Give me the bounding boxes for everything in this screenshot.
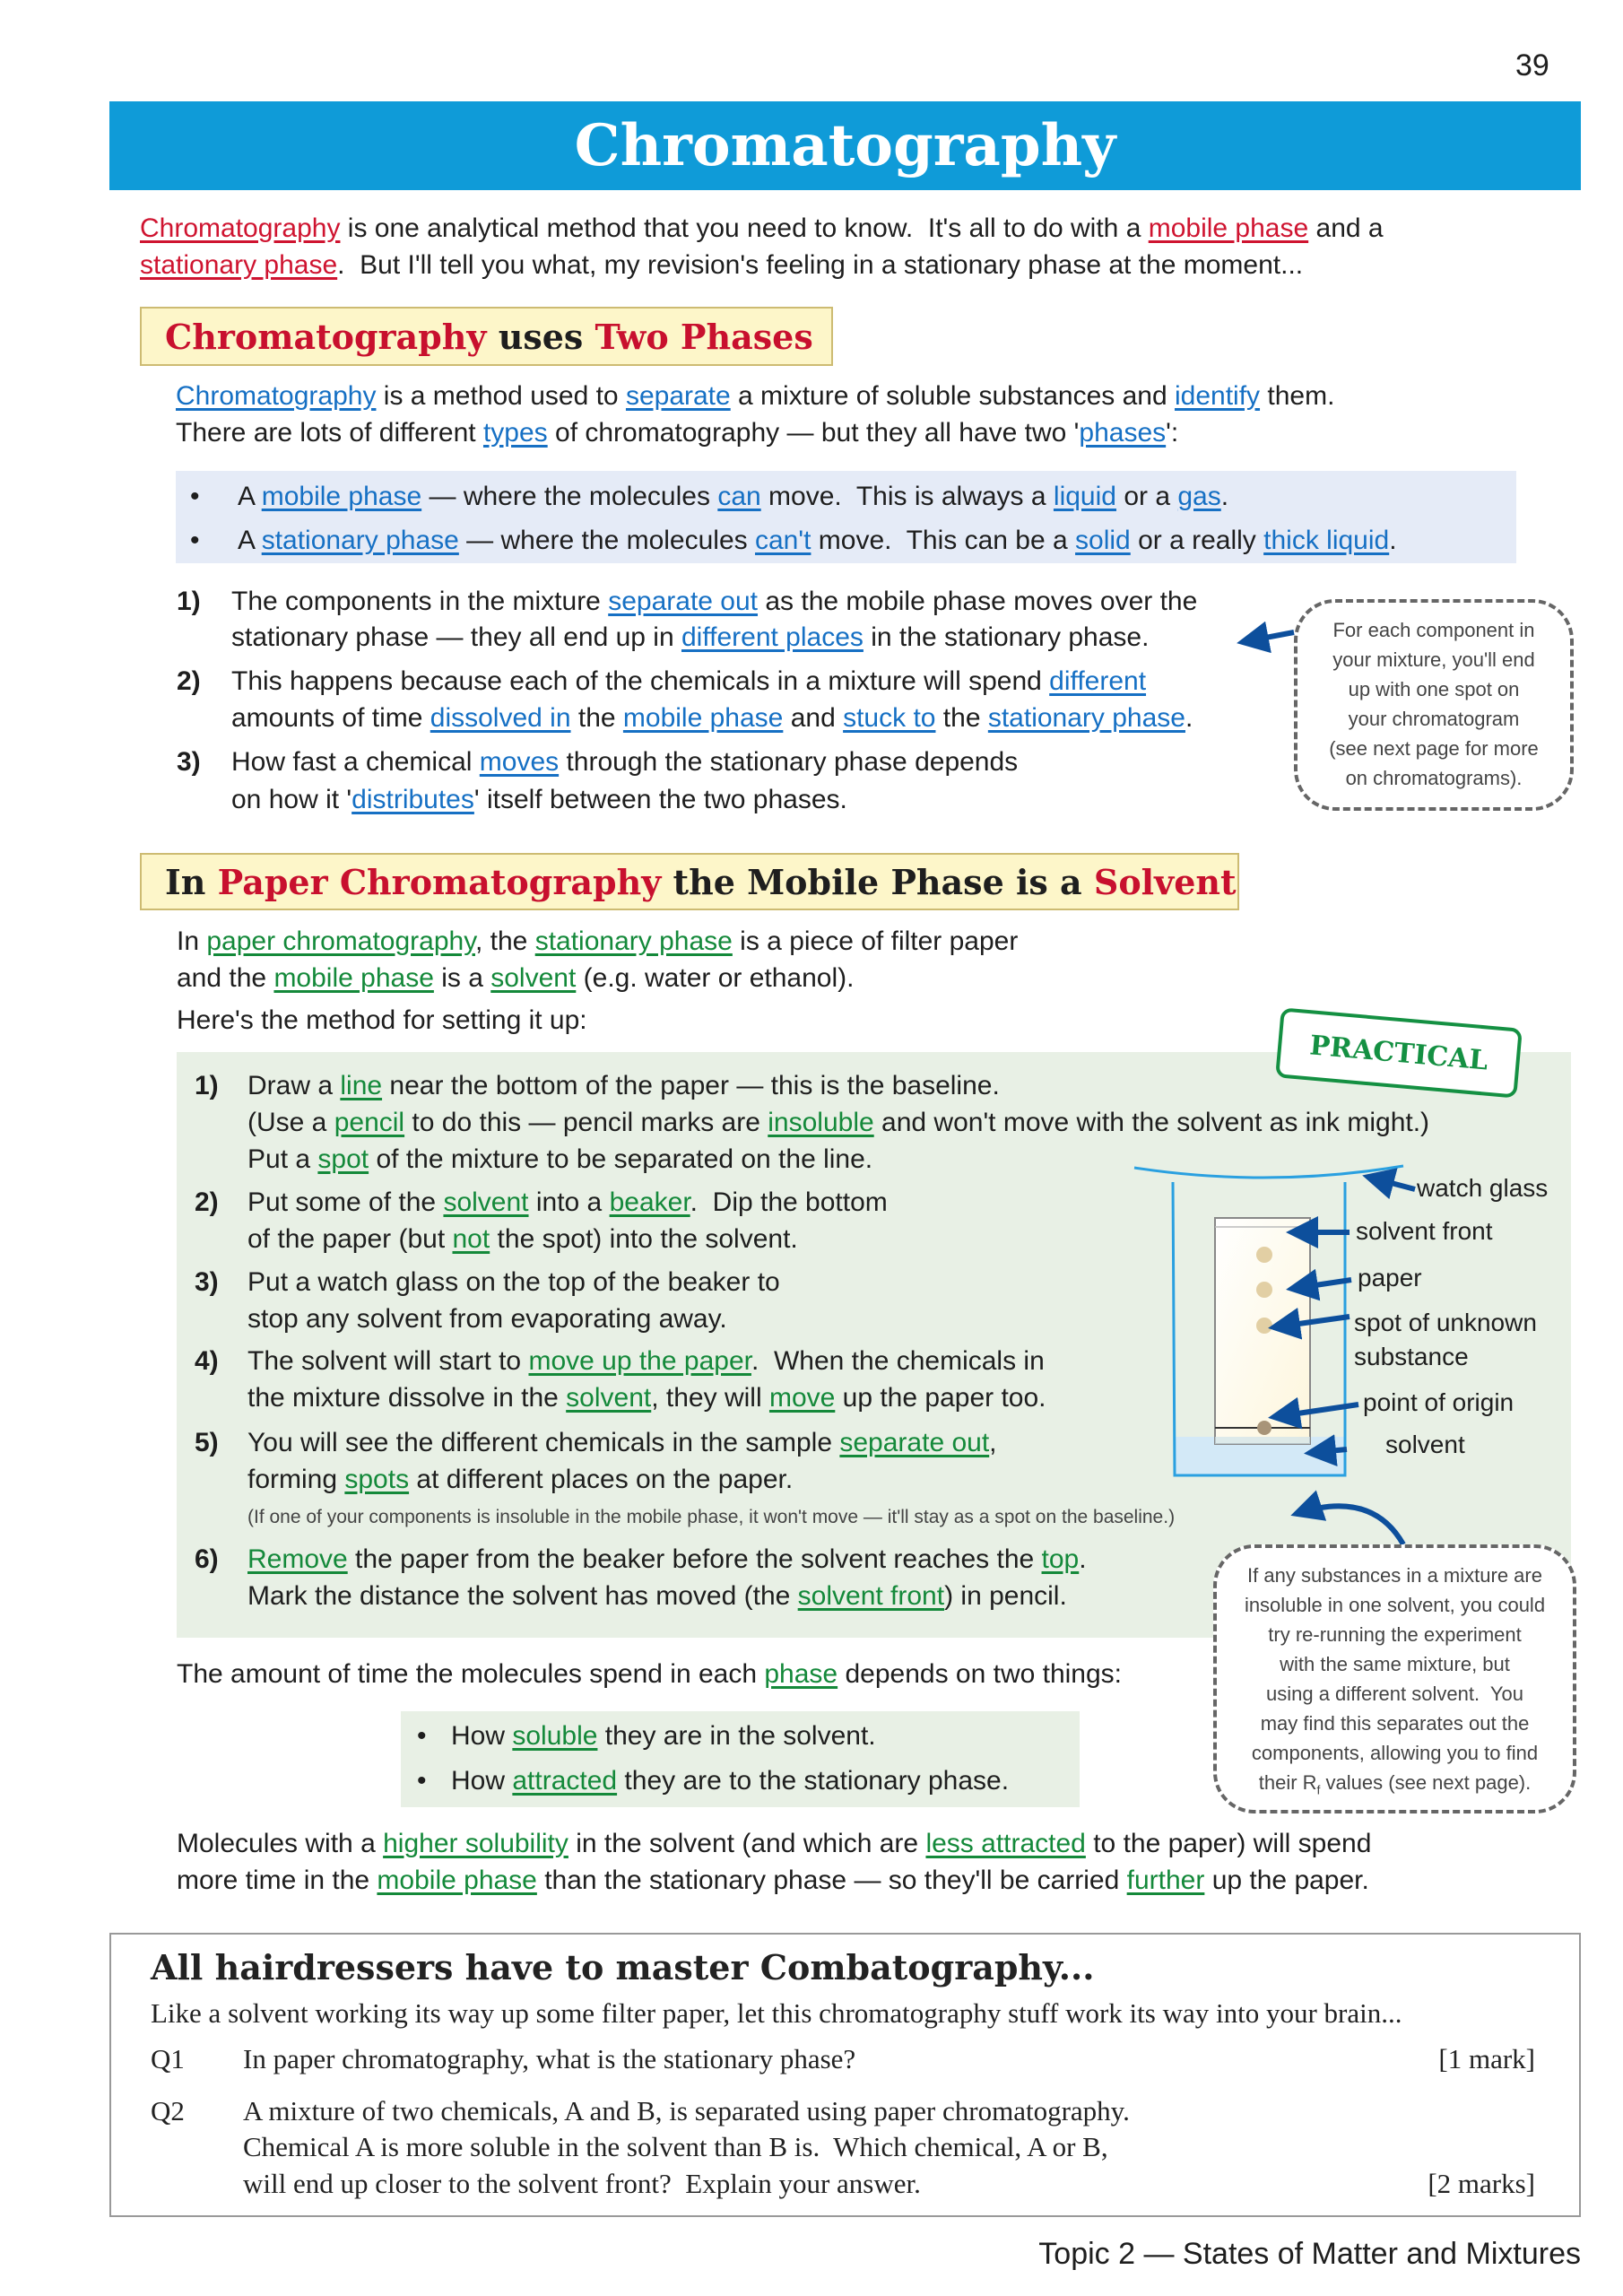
note-line: may find this separates out the [1260,1712,1530,1735]
heading-part: In [165,861,218,902]
bullet-item [451,1765,1009,1797]
paragraph-line [176,417,1178,449]
text-run: move. This can be a [811,526,1076,555]
keyword-term: mobile phase [377,1866,537,1895]
keyword-term: spots [344,1465,410,1494]
text-run: (Use a [247,1108,334,1137]
step-line [247,1303,727,1335]
text-run: ': [1166,418,1179,448]
text-run: The components in the mixture [231,587,609,616]
heading-part: Solvent [1093,861,1237,902]
text-run: Put a watch glass on the top of the beaker to [247,1267,780,1297]
text-run: (e.g. water or ethanol). [576,963,855,993]
note-line: For each component in [1332,619,1535,641]
keyword-term: line [340,1071,383,1100]
keyword-term: solvent [443,1187,529,1217]
keyword-term: thick liquid [1263,526,1390,555]
keyword-term: separate out [608,587,759,616]
q2-line: A mixture of two chemicals, A and B, is separated using paper chromatography. [243,2095,1130,2126]
heading-part: Chromatography [165,316,487,357]
text-run: ' itself between the two phases. [473,785,847,814]
q2-line: Chemical A is more soluble in the solvent than B is. Which chemical, A or B, [243,2131,1108,2162]
list-line [231,665,1146,698]
step-line [247,1382,1046,1414]
list-number: 2) [177,666,201,696]
keyword-term: higher solubility [383,1829,568,1858]
keyword-term: separate out [839,1428,990,1457]
text-run: the spot) into the solvent. [490,1224,798,1254]
keyword-term: solvent [566,1383,652,1413]
label-solvent: solvent [1385,1431,1465,1458]
note-line: If any substances in a mixture are [1247,1564,1542,1587]
note-line: using a different solvent. You [1265,1683,1524,1705]
keyword-term: move [768,1383,836,1413]
paragraph-line [177,1658,1122,1691]
text-run: the [935,703,988,733]
step-number: 3) [195,1267,219,1297]
text-run: is a method used to [376,381,626,411]
text-run: Put some of the [247,1187,444,1217]
text-run: near the bottom of the paper — this is the baseline. [382,1071,1000,1100]
keyword-term: top [1041,1544,1080,1574]
note-line: (see next page for more [1329,737,1539,760]
section-heading-two-phases [140,307,833,366]
text-run: of the mixture to be separated on the line. [369,1144,873,1174]
keyword-term: solid [1075,526,1131,555]
heading-part: Two Phases [595,316,813,357]
keyword-term: distributes [352,785,474,814]
small-note: (If one of your components is insoluble in the mobile phase, it won't move — it'll stay as a spot on the baseline.) [247,1507,1176,1527]
text-run: a mixture of soluble substances and [730,381,1175,411]
quiz-heading: All hairdressers have to master Combatography... [151,1947,1095,1987]
text-run: . Dip the bottom [690,1187,888,1217]
text-run: . But I'll tell you what, my revision's feeling in a stationary phase at the moment... [337,250,1304,280]
text-run: than the stationary phase — so they'll be carried [536,1866,1127,1895]
intro-line [140,213,1384,245]
note-line: on chromatograms). [1345,767,1523,789]
text-run: in the solvent (and which are [568,1829,926,1858]
heading-part: the Mobile Phase is a [661,861,1094,902]
label-watch-glass: watch glass [1417,1174,1549,1202]
keyword-term: insoluble [768,1108,874,1137]
keyword-term: different places [681,622,864,652]
keyword-term: not [452,1224,490,1254]
keyword-term: Remove [247,1544,348,1574]
paragraph-line [177,1828,1371,1860]
text-run: The amount of time the molecules spend in each [177,1659,765,1689]
keyword-term: stuck to [843,703,936,733]
text-run: they are to the stationary phase. [617,1766,1010,1796]
text-run: . When the chemicals in [751,1346,1045,1376]
bullet-icon: • [190,526,200,555]
text-run: on how it ' [231,785,352,814]
quiz-intro: Like a solvent working its way up some filter paper, let this chromatography stuff work its way into your brain... [151,1997,1402,2029]
keyword-term: liquid [1053,482,1116,511]
step-line [247,1107,1429,1139]
list-line [231,622,1149,654]
text-run: There are lots of different [176,418,483,448]
note-line: your chromatogram [1348,708,1520,730]
paragraph-line [177,962,854,995]
note-text: their R [1258,1771,1317,1794]
text-run: or a really [1130,526,1264,555]
keyword-term: mobile phase [273,963,434,993]
note-box-solvent [1213,1544,1576,1813]
step-number: 4) [195,1346,219,1376]
text-run: to do this — pencil marks are [404,1108,768,1137]
text-run: and won't move with the solvent as ink might.) [873,1108,1430,1137]
keyword-term: stationary phase [261,526,459,555]
keyword-term: stationary phase [987,703,1185,733]
step-number: 1) [195,1071,219,1100]
text-run: A [238,526,262,555]
q2-line: will end up closer to the solvent front? Explain your answer. [243,2168,921,2199]
label-paper: paper [1358,1264,1422,1292]
note-line: with the same mixture, but [1280,1653,1510,1675]
text-run: the paper from the beaker before the solvent reaches the [347,1544,1042,1574]
text-run: In [177,926,207,956]
text-run: The solvent will start to [247,1346,529,1376]
title-bar [109,101,1581,190]
keyword-term: less attracted [925,1829,1086,1858]
text-run: and the [177,963,274,993]
list-line [231,586,1197,618]
text-run: into a [528,1187,610,1217]
step-number: 5) [195,1428,219,1457]
text-run: them. [1260,381,1335,411]
step-number: 6) [195,1544,219,1574]
text-run: Mark the distance the solvent has moved (the [247,1581,798,1611]
text-run: This happens because each of the chemicals in a mixture will spend [231,666,1050,696]
step-line [247,1464,793,1496]
step-line [247,1345,1045,1378]
footer-topic: Topic 2 — States of Matter and Mixtures [1038,2237,1581,2271]
keyword-term: attracted [512,1766,618,1796]
bullet-item [238,481,1228,513]
text-run: Put a [247,1144,318,1174]
text-run: the mixture dissolve in the [247,1383,567,1413]
bullet-item [451,1720,876,1752]
keyword-term: phases [1079,418,1167,448]
subscript: f [1316,1782,1321,1797]
q1-marks: [1 mark] [1438,2043,1535,2074]
list-line [231,784,847,816]
keyword-term: solvent front [797,1581,945,1611]
label-spot: substance [1354,1343,1469,1370]
step-line [247,1427,997,1459]
text-run: How [451,1766,513,1796]
keyword-term: mobile phase [1148,213,1309,243]
text-run: . [1220,482,1229,511]
keyword-term: phase [764,1659,838,1689]
bullet-icon: • [417,1766,427,1796]
note-text: values (see next page). [1320,1771,1532,1794]
text-run: , they will [651,1383,769,1413]
text-run: , the [474,926,535,956]
note-box-spots [1294,599,1574,811]
text-run: — where the molecules [458,526,755,555]
step-line [247,1580,1067,1613]
heading-part: Paper Chromatography [217,861,662,902]
q2-label: Q2 [151,2095,185,2126]
arrow-icon [1242,632,1294,642]
text-run: . [1079,1544,1087,1574]
paragraph-line [176,380,1334,413]
text-run: stationary phase — they all end up in [231,622,681,652]
text-run: depends on two things: [838,1659,1123,1689]
keyword-term: paper chromatography [206,926,475,956]
text-run: in the stationary phase. [863,622,1150,652]
keyword-term: beaker [609,1187,690,1217]
step-line [247,1544,1087,1576]
bullet-icon: • [190,482,200,511]
list-line [231,746,1018,778]
keyword-term: pencil [334,1108,405,1137]
text-run: they are in the solvent. [597,1721,876,1751]
keyword-term: further [1126,1866,1205,1895]
step-line [247,1070,1000,1102]
text-run: the [570,703,623,733]
step-line [247,1187,888,1219]
keyword-term: solvent [490,963,577,993]
bullet-icon: • [417,1721,427,1751]
keyword-term: mobile phase [261,482,422,511]
q1-text: In paper chromatography, what is the stationary phase? [243,2043,856,2074]
text-run: . [1389,526,1397,555]
keyword-term: stationary phase [140,250,338,280]
text-run: and a [1308,213,1384,243]
note-line: components, allowing you to find [1251,1742,1539,1764]
page-number: 39 [1515,48,1549,83]
label-spot: spot of unknown [1354,1309,1537,1336]
text-run: A [238,482,262,511]
keyword-term: types [482,418,548,448]
list-number: 3) [177,747,201,777]
text-run: is a piece of filter paper [732,926,1019,956]
note-line: try re-running the experiment [1268,1623,1522,1646]
keyword-term: separate [625,381,731,411]
list-number: 1) [177,587,201,616]
text-run: through the stationary phase depends [559,747,1019,777]
section-heading-paper-chromatography [140,853,1239,910]
text-run: as the mobile phase moves over the [758,587,1198,616]
step-line [247,1144,872,1176]
text-run: is one analytical method that you need to know. It's all to do with a [340,213,1149,243]
list-line [231,702,1193,735]
text-run: Molecules with a [177,1829,384,1858]
note-line [1217,1768,1573,1805]
label-solvent-front: solvent front [1356,1217,1493,1245]
practical-stamp: PRACTICAL [1275,1007,1523,1098]
text-run: of chromatography — but they all have two ' [547,418,1080,448]
keyword-term: can't [755,526,812,555]
text-run: Draw a [247,1071,341,1100]
text-run: How fast a chemical [231,747,480,777]
heading-part: uses [486,316,595,357]
text-run: forming [247,1465,345,1494]
text-run: You will see the different chemicals in the sample [247,1428,840,1457]
text-run: stop any solvent from evaporating away. [247,1304,727,1334]
note-line: your mixture, you'll end [1332,648,1535,671]
text-run: to the paper) will spend [1085,1829,1372,1858]
text-run: at different places on the paper. [409,1465,794,1494]
keyword-term: spot [317,1144,369,1174]
text-run: is a [433,963,491,993]
keyword-term: stationary phase [534,926,733,956]
paragraph-line [177,1865,1369,1897]
keyword-term: gas [1177,482,1221,511]
keyword-term: can [717,482,761,511]
bullet-item [238,525,1397,557]
text-run: How [451,1721,513,1751]
step-line [247,1223,798,1256]
page-title: Chromatography [574,112,1116,179]
text-run: amounts of time [231,703,430,733]
keyword-term: Chromatography [176,381,377,411]
text-run: Here's the method for setting it up: [177,1005,587,1035]
keyword-term: identify [1174,381,1261,411]
intro-line [140,249,1303,282]
keyword-term: move up the paper [528,1346,751,1376]
text-run: ) in pencil. [944,1581,1067,1611]
keyword-term: mobile phase [622,703,784,733]
text-run: , [989,1428,997,1457]
keyword-term: Chromatography [140,213,341,243]
note-line: up with one spot on [1348,678,1520,700]
paragraph-line [177,1004,587,1037]
text-run: and [783,703,844,733]
note-line: insoluble in one solvent, you could [1244,1594,1546,1616]
paragraph-line [177,926,1018,958]
text-run: up the paper. [1204,1866,1369,1895]
q1-label: Q1 [151,2043,185,2074]
step-line [247,1266,780,1299]
text-run: more time in the [177,1866,378,1895]
text-run: up the paper too. [835,1383,1046,1413]
text-run: of the paper (but [247,1224,453,1254]
label-origin: point of origin [1363,1388,1515,1416]
keyword-term: moves [479,747,560,777]
step-number: 2) [195,1187,219,1217]
text-run: move. This is always a [760,482,1054,511]
q2-marks: [2 marks] [1428,2168,1535,2199]
keyword-term: dissolved in [430,703,571,733]
text-run: or a [1115,482,1178,511]
keyword-term: soluble [512,1721,598,1751]
text-run: — where the molecules [421,482,718,511]
keyword-term: different [1049,666,1147,696]
text-run: . [1185,703,1193,733]
